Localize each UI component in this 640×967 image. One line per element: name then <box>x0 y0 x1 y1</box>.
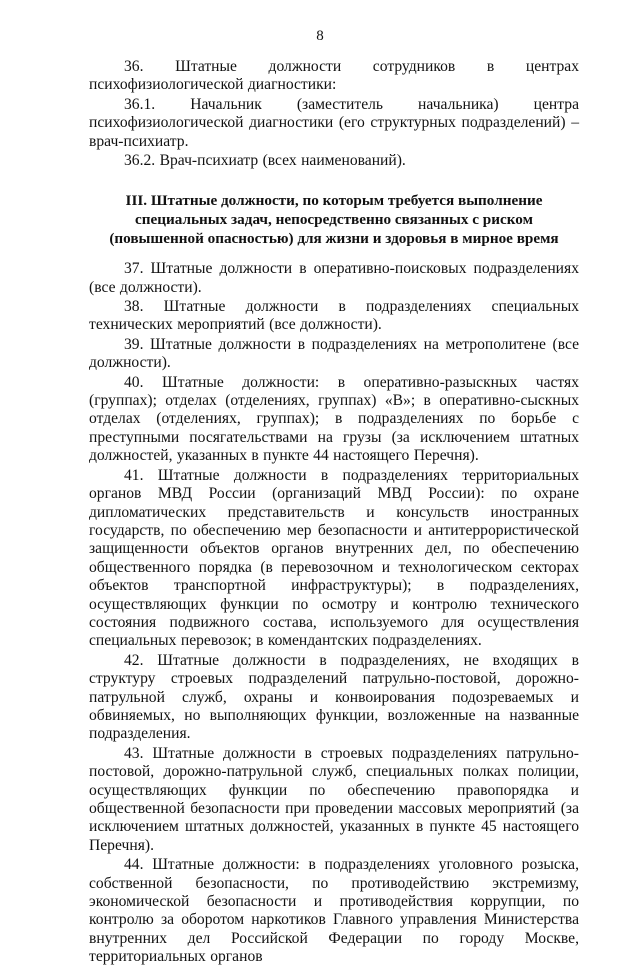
paragraph-36-2: 36.2. Врач-психиатр (всех наименований). <box>124 152 406 170</box>
page-number: 8 <box>316 28 324 44</box>
section-heading <box>89 192 579 248</box>
paragraph-39: 39. Штатные должности в подразделениях на метрополитене (все должности). <box>89 335 579 372</box>
paragraph-38: 38. Штатные должности в подразделениях специальных технических мероприятий (все должности). <box>89 298 579 334</box>
paragraph-41: 41. Штатные должности в подразделениях территориальных органов МВД России (организаций МВД России): по охране дипломатических представительств и консульств иностранных государств, по обеспечению мер безопасности и антитеррористической защищенности объектов органов внутренних дел, по обеспечению общественного порядка (в перевозочном и технологическом секторах объектов транспортной инфраструктуры); в подразделениях, осуществляющих функции по осмотру и контролю технического состояния подвижного состава, используемого для осуществления специальных перевозок; в комендантских подразделениях. <box>89 466 579 650</box>
paragraph-44: 44. Штатные должности: в подразделениях уголовного розыска, собственной безопасности, по противодействию экстремизму, экономической безопасности и противодействия коррупции, по контролю за оборотом наркотиков Главного управления Министерства внутренних дел Российской Федерации по городу Москве, территориальных органов <box>89 856 579 966</box>
section-heading-line-2: специальных задач, непосредственно связанных с риском <box>135 211 533 229</box>
paragraph-36: 36. Штатные должности сотрудников в центрах психофизиологической диагностики: <box>89 58 579 94</box>
paragraph-40: 40. Штатные должности: в оперативно-разыскных частях (группах); отделах (отделениях, группах) «В»; в оперативно-сыскных отделах (отделениях, группах); в подразделениях по борьбе с преступными посягательствами на грузы (за исключением штатных должностей, указанных в пункте 44 настоящего Перечня). <box>89 373 579 465</box>
section-heading-line-1: III. Штатные должности, по которым требуется выполнение <box>125 192 543 210</box>
paragraph-36-1: 36.1. Начальник (заместитель начальника) центра психофизиологической диагностики (его структурных подразделений) – врач-психиатр. <box>89 95 579 150</box>
document-body <box>89 58 579 967</box>
paragraph-43: 43. Штатные должности в строевых подразделениях патрульно-постовой, дорожно-патрульной служб, специальных полках полиции, осуществляющих функции по обеспечению правопорядка и общественной безопасности при проведении массовых мероприятий (за исключением штатных должностей, указанных в пункте 45 настоящего Перечня). <box>89 744 579 854</box>
paragraph-37: 37. Штатные должности в оперативно-поисковых подразделениях (все должности). <box>89 260 579 296</box>
section-heading-line-3: (повышенной опасностью) для жизни и здоровья в мирное время <box>109 229 559 247</box>
paragraph-42: 42. Штатные должности в подразделениях, не входящих в структуру строевых подразделений патрульно-постовой, дорожно-патрульной служб, охраны и конвоирования подозреваемых и обвиняемых, но выполняющих функции, возложенные на названные подразделения. <box>89 651 579 743</box>
